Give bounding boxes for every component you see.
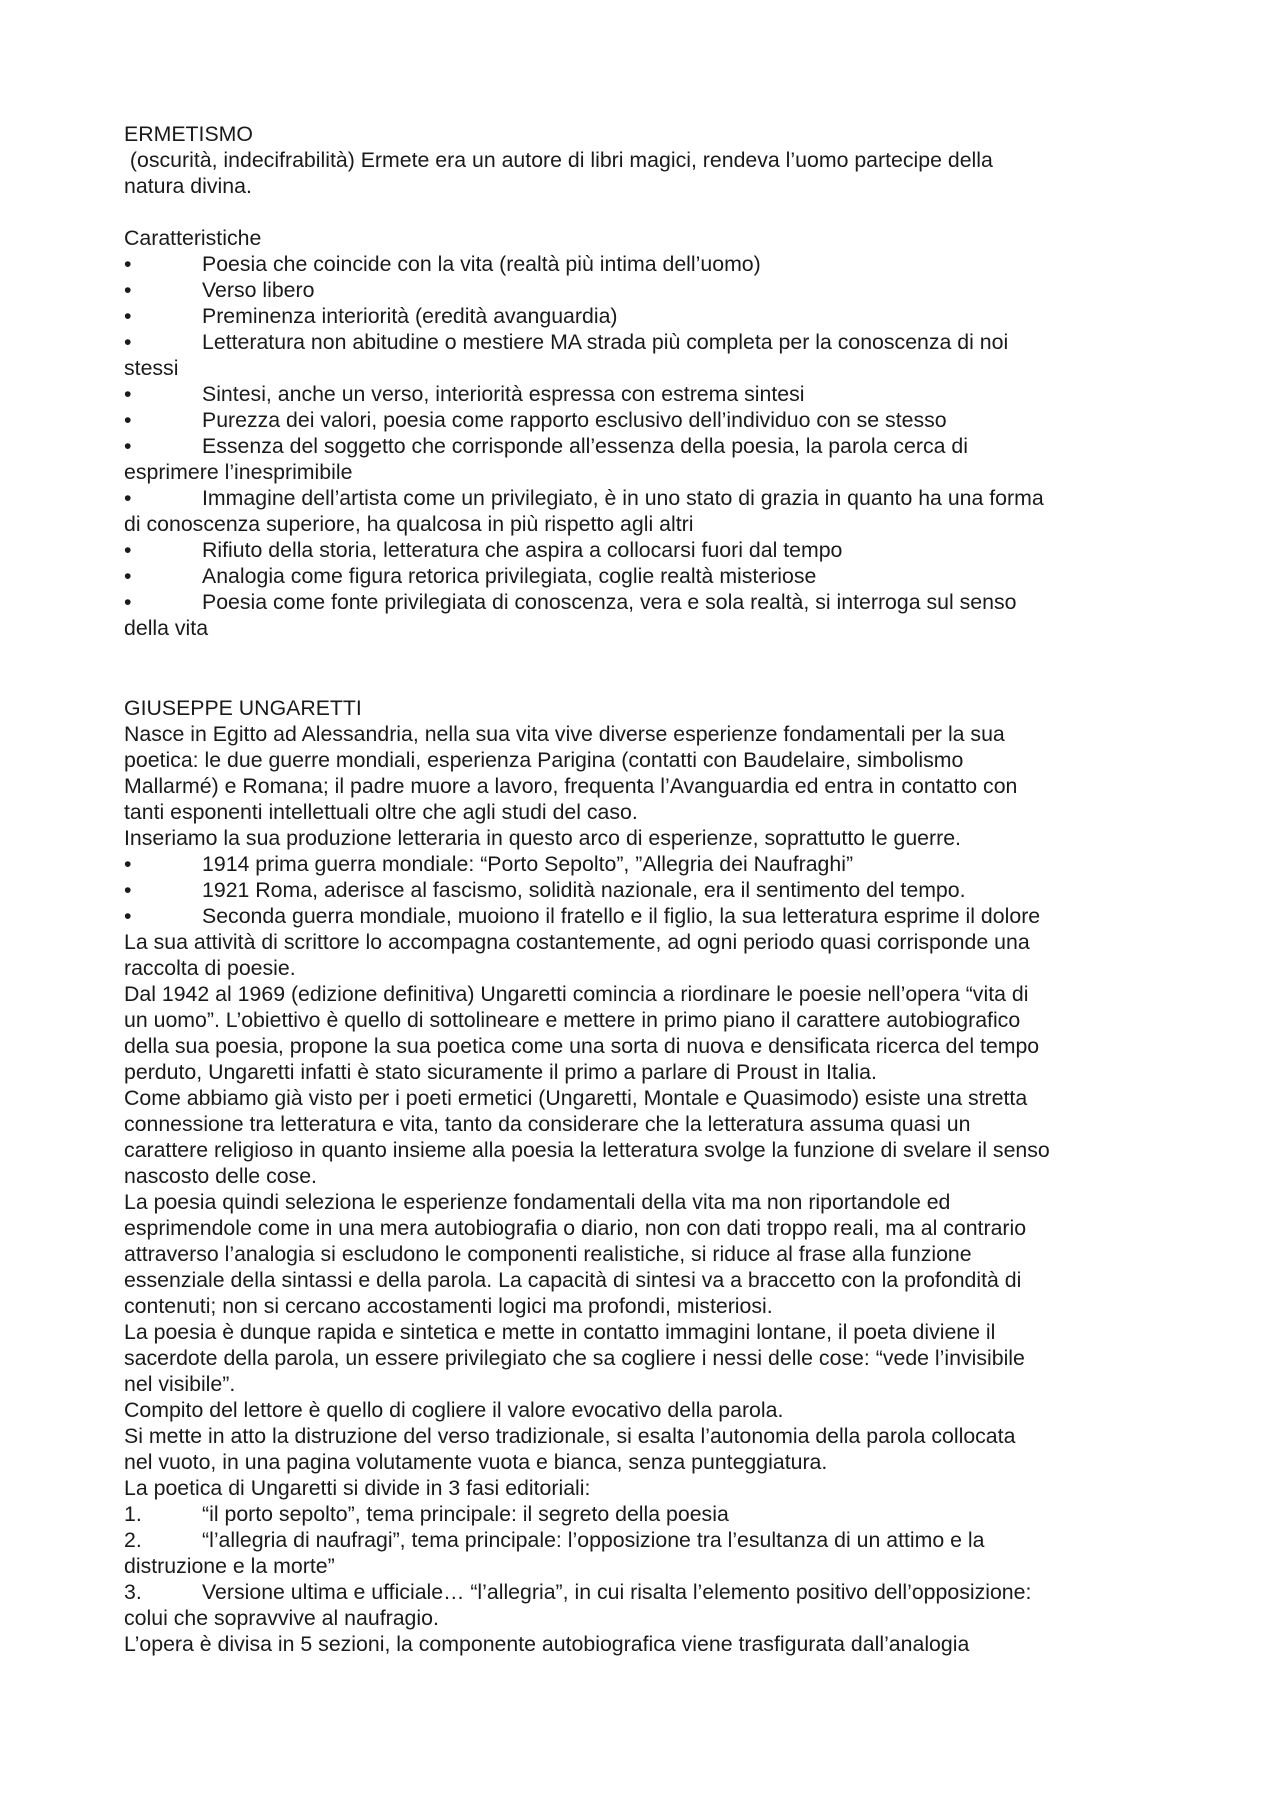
list-item-text: Preminenza interiorità (eredità avanguardia) <box>202 304 618 328</box>
text-line: poetica: le due guerre mondiali, esperienza Parigina (contatti con Baudelaire, simbolismo <box>124 748 964 772</box>
text-line: essenziale della sintassi e della parola. La capacità di sintesi va a braccetto con la profondità di <box>124 1268 1022 1292</box>
list-marker: 3. <box>124 1580 142 1604</box>
list-marker: • <box>124 278 132 302</box>
list-item-text: Versione ultima e ufficiale… “l’allegria”, in cui risalta l’elemento positivo dell’opposizione: <box>202 1580 1032 1604</box>
list-item-text: Sintesi, anche un verso, interiorità espressa con estrema sintesi <box>202 382 805 406</box>
list-item-text: Verso libero <box>202 278 315 302</box>
caratteristica-item <box>124 537 1124 563</box>
caratteristica-continuation: stessi <box>124 356 179 380</box>
caratteristica-item <box>124 433 1124 459</box>
caratteristica-item <box>124 485 1124 511</box>
document-page <box>124 121 1124 1657</box>
text-line: attraverso l’analogia si escludono le componenti realistiche, si riduce al frase alla funzione <box>124 1242 972 1266</box>
text-line: natura divina. <box>124 174 252 198</box>
ermetismo-intro <box>124 147 1124 199</box>
text-line: La poesia quindi seleziona le esperienze fondamentali della vita ma non riportandole ed <box>124 1190 951 1214</box>
text-line: Mallarmé) e Romana; il padre muore a lavoro, frequenta l’Avanguardia ed entra in contatto con <box>124 774 1018 798</box>
list-marker: • <box>124 408 132 432</box>
text-line: perduto, Ungaretti infatti è stato sicuramente il primo a parlare di Proust in Italia. <box>124 1060 877 1084</box>
list-marker: 1. <box>124 1502 142 1526</box>
list-marker: • <box>124 590 132 614</box>
list-item-text: Essenza del soggetto che corrisponde all’essenza della poesia, la parola cerca di <box>202 434 968 458</box>
text-line: della sua poesia, propone la sua poetica come una sorta di nuova e densificata ricerca del tempo <box>124 1034 1040 1058</box>
text-line: La poetica di Ungaretti si divide in 3 fasi editoriali: <box>124 1476 591 1500</box>
text-line: Inseriamo la sua produzione letteraria in questo arco di esperienze, soprattutto le guerre. <box>124 826 961 850</box>
caratteristica-item <box>124 381 1124 407</box>
phase-item <box>124 1527 1124 1553</box>
text-line: nascosto delle cose. <box>124 1164 317 1188</box>
phase-item <box>124 1579 1124 1605</box>
list-marker: • <box>124 330 132 354</box>
phase-continuation: colui che sopravvive al naufragio. <box>124 1606 439 1630</box>
list-marker: • <box>124 382 132 406</box>
ungaretti-paragraph-2 <box>124 929 1124 1501</box>
text-line: raccolta di poesie. <box>124 956 296 980</box>
text-line: tanti esponenti intellettuali oltre che agli studi del caso. <box>124 800 638 824</box>
list-item-text: Seconda guerra mondiale, muoiono il fratello e il figlio, la sua letteratura esprime il dolore <box>202 904 1041 928</box>
list-marker: • <box>124 304 132 328</box>
list-item-text: Poesia che coincide con la vita (realtà più intima dell’uomo) <box>202 252 761 276</box>
list-marker: • <box>124 538 132 562</box>
caratteristica-item <box>124 251 1124 277</box>
caratteristica-item <box>124 329 1124 355</box>
text-line: carattere religioso in quanto insieme alla poesia la letteratura svolge la funzione di svelare il senso <box>124 1138 1050 1162</box>
list-item-text: 1914 prima guerra mondiale: “Porto Sepolto”, ”Allegria dei Naufraghi” <box>202 852 854 876</box>
section-title-ermetismo: ERMETISMO <box>124 122 253 146</box>
list-item-text: Analogia come figura retorica privilegiata, coglie realtà misteriose <box>202 564 817 588</box>
phase-continuation: distruzione e la morte” <box>124 1554 335 1578</box>
list-item-text: Immagine dell’artista come un privilegiato, è in uno stato di grazia in quanto ha una forma <box>202 486 1044 510</box>
ungaretti-phases-list <box>124 1501 1124 1631</box>
war-item <box>124 903 1124 929</box>
caratteristiche-heading: Caratteristiche <box>124 226 262 250</box>
text-line: Come abbiamo già visto per i poeti ermetici (Ungaretti, Montale e Quasimodo) esiste una stretta <box>124 1086 1028 1110</box>
text-line: Compito del lettore è quello di cogliere il valore evocativo della parola. <box>124 1398 784 1422</box>
list-marker: 2. <box>124 1528 142 1552</box>
list-item-text: Letteratura non abitudine o mestiere MA strada più completa per la conoscenza di noi <box>202 330 1009 354</box>
caratteristiche-list <box>124 251 1124 641</box>
text-line: sacerdote della parola, un essere privilegiato che sa cogliere i nessi delle cose: “vede l’invisibile <box>124 1346 1025 1370</box>
text-line: Nasce in Egitto ad Alessandria, nella sua vita vive diverse esperienze fondamentali per la sua <box>124 722 1005 746</box>
list-marker: • <box>124 878 132 902</box>
caratteristica-item <box>124 563 1124 589</box>
text-line: (oscurità, indecifrabilità) Ermete era un autore di libri magici, rendeva l’uomo partecipe della <box>124 148 993 172</box>
caratteristica-item <box>124 277 1124 303</box>
text-line: esprimendole come in una mera autobiografia o diario, non con dati troppo reali, ma al contrario <box>124 1216 1027 1240</box>
caratteristica-item <box>124 589 1124 615</box>
caratteristica-continuation: di conoscenza superiore, ha qualcosa in più rispetto agli altri <box>124 512 694 536</box>
war-item <box>124 877 1124 903</box>
list-item-text: Purezza dei valori, poesia come rapporto esclusivo dell’individuo con se stesso <box>202 408 947 432</box>
section-title-ungaretti: GIUSEPPE UNGARETTI <box>124 696 362 720</box>
list-item-text: Poesia come fonte privilegiata di conoscenza, vera e sola realtà, si interroga sul senso <box>202 590 1017 614</box>
text-line: un uomo”. L’obiettivo è quello di sottolineare e mettere in primo piano il carattere autobiografico <box>124 1008 1021 1032</box>
closing-line: L’opera è divisa in 5 sezioni, la componente autobiografica viene trasfigurata dall’analogia <box>124 1632 970 1656</box>
caratteristica-item <box>124 407 1124 433</box>
text-line: connessione tra letteratura e vita, tanto da considerare che la letteratura assuma quasi un <box>124 1112 971 1136</box>
caratteristica-item <box>124 303 1124 329</box>
list-marker: • <box>124 252 132 276</box>
ungaretti-paragraph-1 <box>124 721 1124 851</box>
list-item-text: 1921 Roma, aderisce al fascismo, solidità nazionale, era il sentimento del tempo. <box>202 878 966 902</box>
text-line: contenuti; non si cercano accostamenti logici ma profondi, misteriosi. <box>124 1294 773 1318</box>
list-item-text: Rifiuto della storia, letteratura che aspira a collocarsi fuori dal tempo <box>202 538 843 562</box>
ungaretti-war-list <box>124 851 1124 929</box>
caratteristica-continuation: esprimere l’inesprimibile <box>124 460 353 484</box>
list-item-text: “il porto sepolto”, tema principale: il segreto della poesia <box>202 1502 729 1526</box>
spacer <box>124 199 1124 225</box>
war-item <box>124 851 1124 877</box>
list-marker: • <box>124 434 132 458</box>
phase-item <box>124 1501 1124 1527</box>
text-line: La poesia è dunque rapida e sintetica e mette in contatto immagini lontane, il poeta diviene il <box>124 1320 996 1344</box>
text-line: nel visibile”. <box>124 1372 236 1396</box>
spacer <box>124 641 1124 693</box>
list-marker: • <box>124 564 132 588</box>
list-marker: • <box>124 852 132 876</box>
text-line: nel vuoto, in una pagina volutamente vuota e bianca, senza punteggiatura. <box>124 1450 828 1474</box>
list-marker: • <box>124 904 132 928</box>
caratteristica-continuation: della vita <box>124 616 209 640</box>
text-line: La sua attività di scrittore lo accompagna costantemente, ad ogni periodo quasi corrisponde una <box>124 930 1030 954</box>
text-line: Dal 1942 al 1969 (edizione definitiva) Ungaretti comincia a riordinare le poesie nell’opera “vita di <box>124 982 1029 1006</box>
list-item-text: “l’allegria di naufragi”, tema principale: l’opposizione tra l’esultanza di un attimo e la <box>202 1528 985 1552</box>
list-marker: • <box>124 486 132 510</box>
text-line: Si mette in atto la distruzione del verso tradizionale, si esalta l’autonomia della parola collocata <box>124 1424 1016 1448</box>
